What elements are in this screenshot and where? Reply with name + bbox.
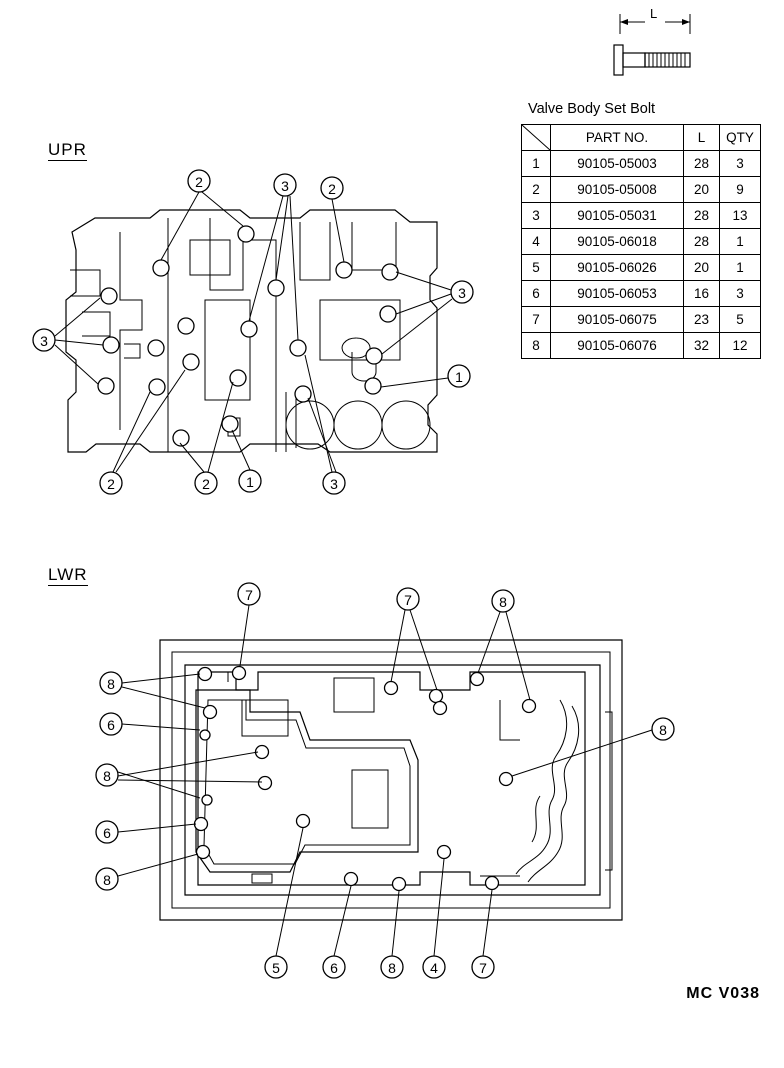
table-row (522, 281, 761, 307)
callout-u10 (323, 472, 345, 494)
callout-l2 (397, 588, 419, 610)
row-part-no: 90105-05003 (551, 151, 684, 177)
bolt-length-label: L (650, 6, 658, 21)
callout-l14 (472, 956, 494, 978)
callout-l8 (96, 821, 118, 843)
section-label-lwr (48, 565, 88, 585)
row-qty: 1 (720, 255, 761, 281)
row-length: 20 (684, 255, 720, 281)
callout-l6 (96, 764, 118, 786)
callout-u5 (33, 329, 55, 351)
svg-text:7: 7 (245, 587, 253, 603)
row-length: 16 (684, 281, 720, 307)
row-qty: 9 (720, 177, 761, 203)
svg-text:3: 3 (330, 476, 338, 492)
table-corner-cell (522, 125, 551, 151)
section-label-upr-text: UPR (48, 140, 87, 159)
table-row (522, 333, 761, 359)
callout-u3 (321, 177, 343, 199)
svg-text:1: 1 (246, 474, 254, 490)
row-index: 6 (522, 281, 551, 307)
row-qty: 3 (720, 281, 761, 307)
table-header-l: L (684, 125, 720, 151)
row-length: 20 (684, 177, 720, 203)
svg-text:8: 8 (388, 960, 396, 976)
svg-text:5: 5 (272, 960, 280, 976)
callout-l7 (652, 718, 674, 740)
svg-text:7: 7 (479, 960, 487, 976)
row-qty: 5 (720, 307, 761, 333)
svg-text:6: 6 (330, 960, 338, 976)
svg-text:7: 7 (404, 592, 412, 608)
callout-u6 (448, 365, 470, 387)
row-index: 5 (522, 255, 551, 281)
svg-text:8: 8 (107, 676, 115, 692)
row-index: 8 (522, 333, 551, 359)
callout-l5 (100, 713, 122, 735)
bolt-pictogram (614, 14, 690, 75)
callout-l1 (238, 583, 260, 605)
row-part-no: 90105-06018 (551, 229, 684, 255)
row-part-no: 90105-05008 (551, 177, 684, 203)
figure-code: MC V038 (686, 985, 760, 1002)
upper-bolt-holes (98, 226, 398, 446)
svg-text:3: 3 (40, 333, 48, 349)
row-index: 4 (522, 229, 551, 255)
row-length: 23 (684, 307, 720, 333)
row-index: 3 (522, 203, 551, 229)
parts-table (521, 124, 761, 359)
callout-u7 (100, 472, 122, 494)
section-label-upr (48, 140, 87, 160)
row-length: 32 (684, 333, 720, 359)
svg-text:6: 6 (103, 825, 111, 841)
section-label-lwr-text: LWR (48, 565, 88, 584)
svg-text:8: 8 (103, 872, 111, 888)
svg-text:8: 8 (499, 594, 507, 610)
callout-l10 (265, 956, 287, 978)
row-index: 2 (522, 177, 551, 203)
callout-u8 (195, 472, 217, 494)
svg-text:3: 3 (281, 178, 289, 194)
callout-l12 (381, 956, 403, 978)
row-part-no: 90105-05031 (551, 203, 684, 229)
row-index: 7 (522, 307, 551, 333)
callout-l13 (423, 956, 445, 978)
svg-text:3: 3 (458, 285, 466, 301)
callout-l3 (492, 590, 514, 612)
row-length: 28 (684, 203, 720, 229)
callout-u4 (451, 281, 473, 303)
table-row (522, 177, 761, 203)
table-header-qty: QTY (720, 125, 761, 151)
callout-l11 (323, 956, 345, 978)
table-row (522, 255, 761, 281)
parts-table-title: Valve Body Set Bolt (528, 101, 656, 117)
table-row (522, 229, 761, 255)
callout-l4 (100, 672, 122, 694)
table-header-row (522, 125, 761, 151)
svg-text:6: 6 (107, 717, 115, 733)
row-qty: 1 (720, 229, 761, 255)
callout-u2 (274, 174, 296, 196)
row-length: 28 (684, 229, 720, 255)
row-part-no: 90105-06026 (551, 255, 684, 281)
svg-text:2: 2 (107, 476, 115, 492)
row-part-no: 90105-06076 (551, 333, 684, 359)
callout-u9 (239, 470, 261, 492)
table-row (522, 151, 761, 177)
svg-text:2: 2 (195, 174, 203, 190)
callout-u1 (188, 170, 210, 192)
svg-text:2: 2 (328, 181, 336, 197)
svg-text:8: 8 (659, 722, 667, 738)
diagonal-slash-icon (522, 125, 550, 150)
row-part-no: 90105-06053 (551, 281, 684, 307)
row-length: 28 (684, 151, 720, 177)
svg-text:2: 2 (202, 476, 210, 492)
svg-text:8: 8 (103, 768, 111, 784)
table-header-part-no: PART NO. (551, 125, 684, 151)
svg-text:4: 4 (430, 960, 438, 976)
row-part-no: 90105-06075 (551, 307, 684, 333)
table-row (522, 307, 761, 333)
table-row (522, 203, 761, 229)
svg-text:1: 1 (455, 369, 463, 385)
row-qty: 12 (720, 333, 761, 359)
row-index: 1 (522, 151, 551, 177)
callout-l9 (96, 868, 118, 890)
row-qty: 13 (720, 203, 761, 229)
row-qty: 3 (720, 151, 761, 177)
